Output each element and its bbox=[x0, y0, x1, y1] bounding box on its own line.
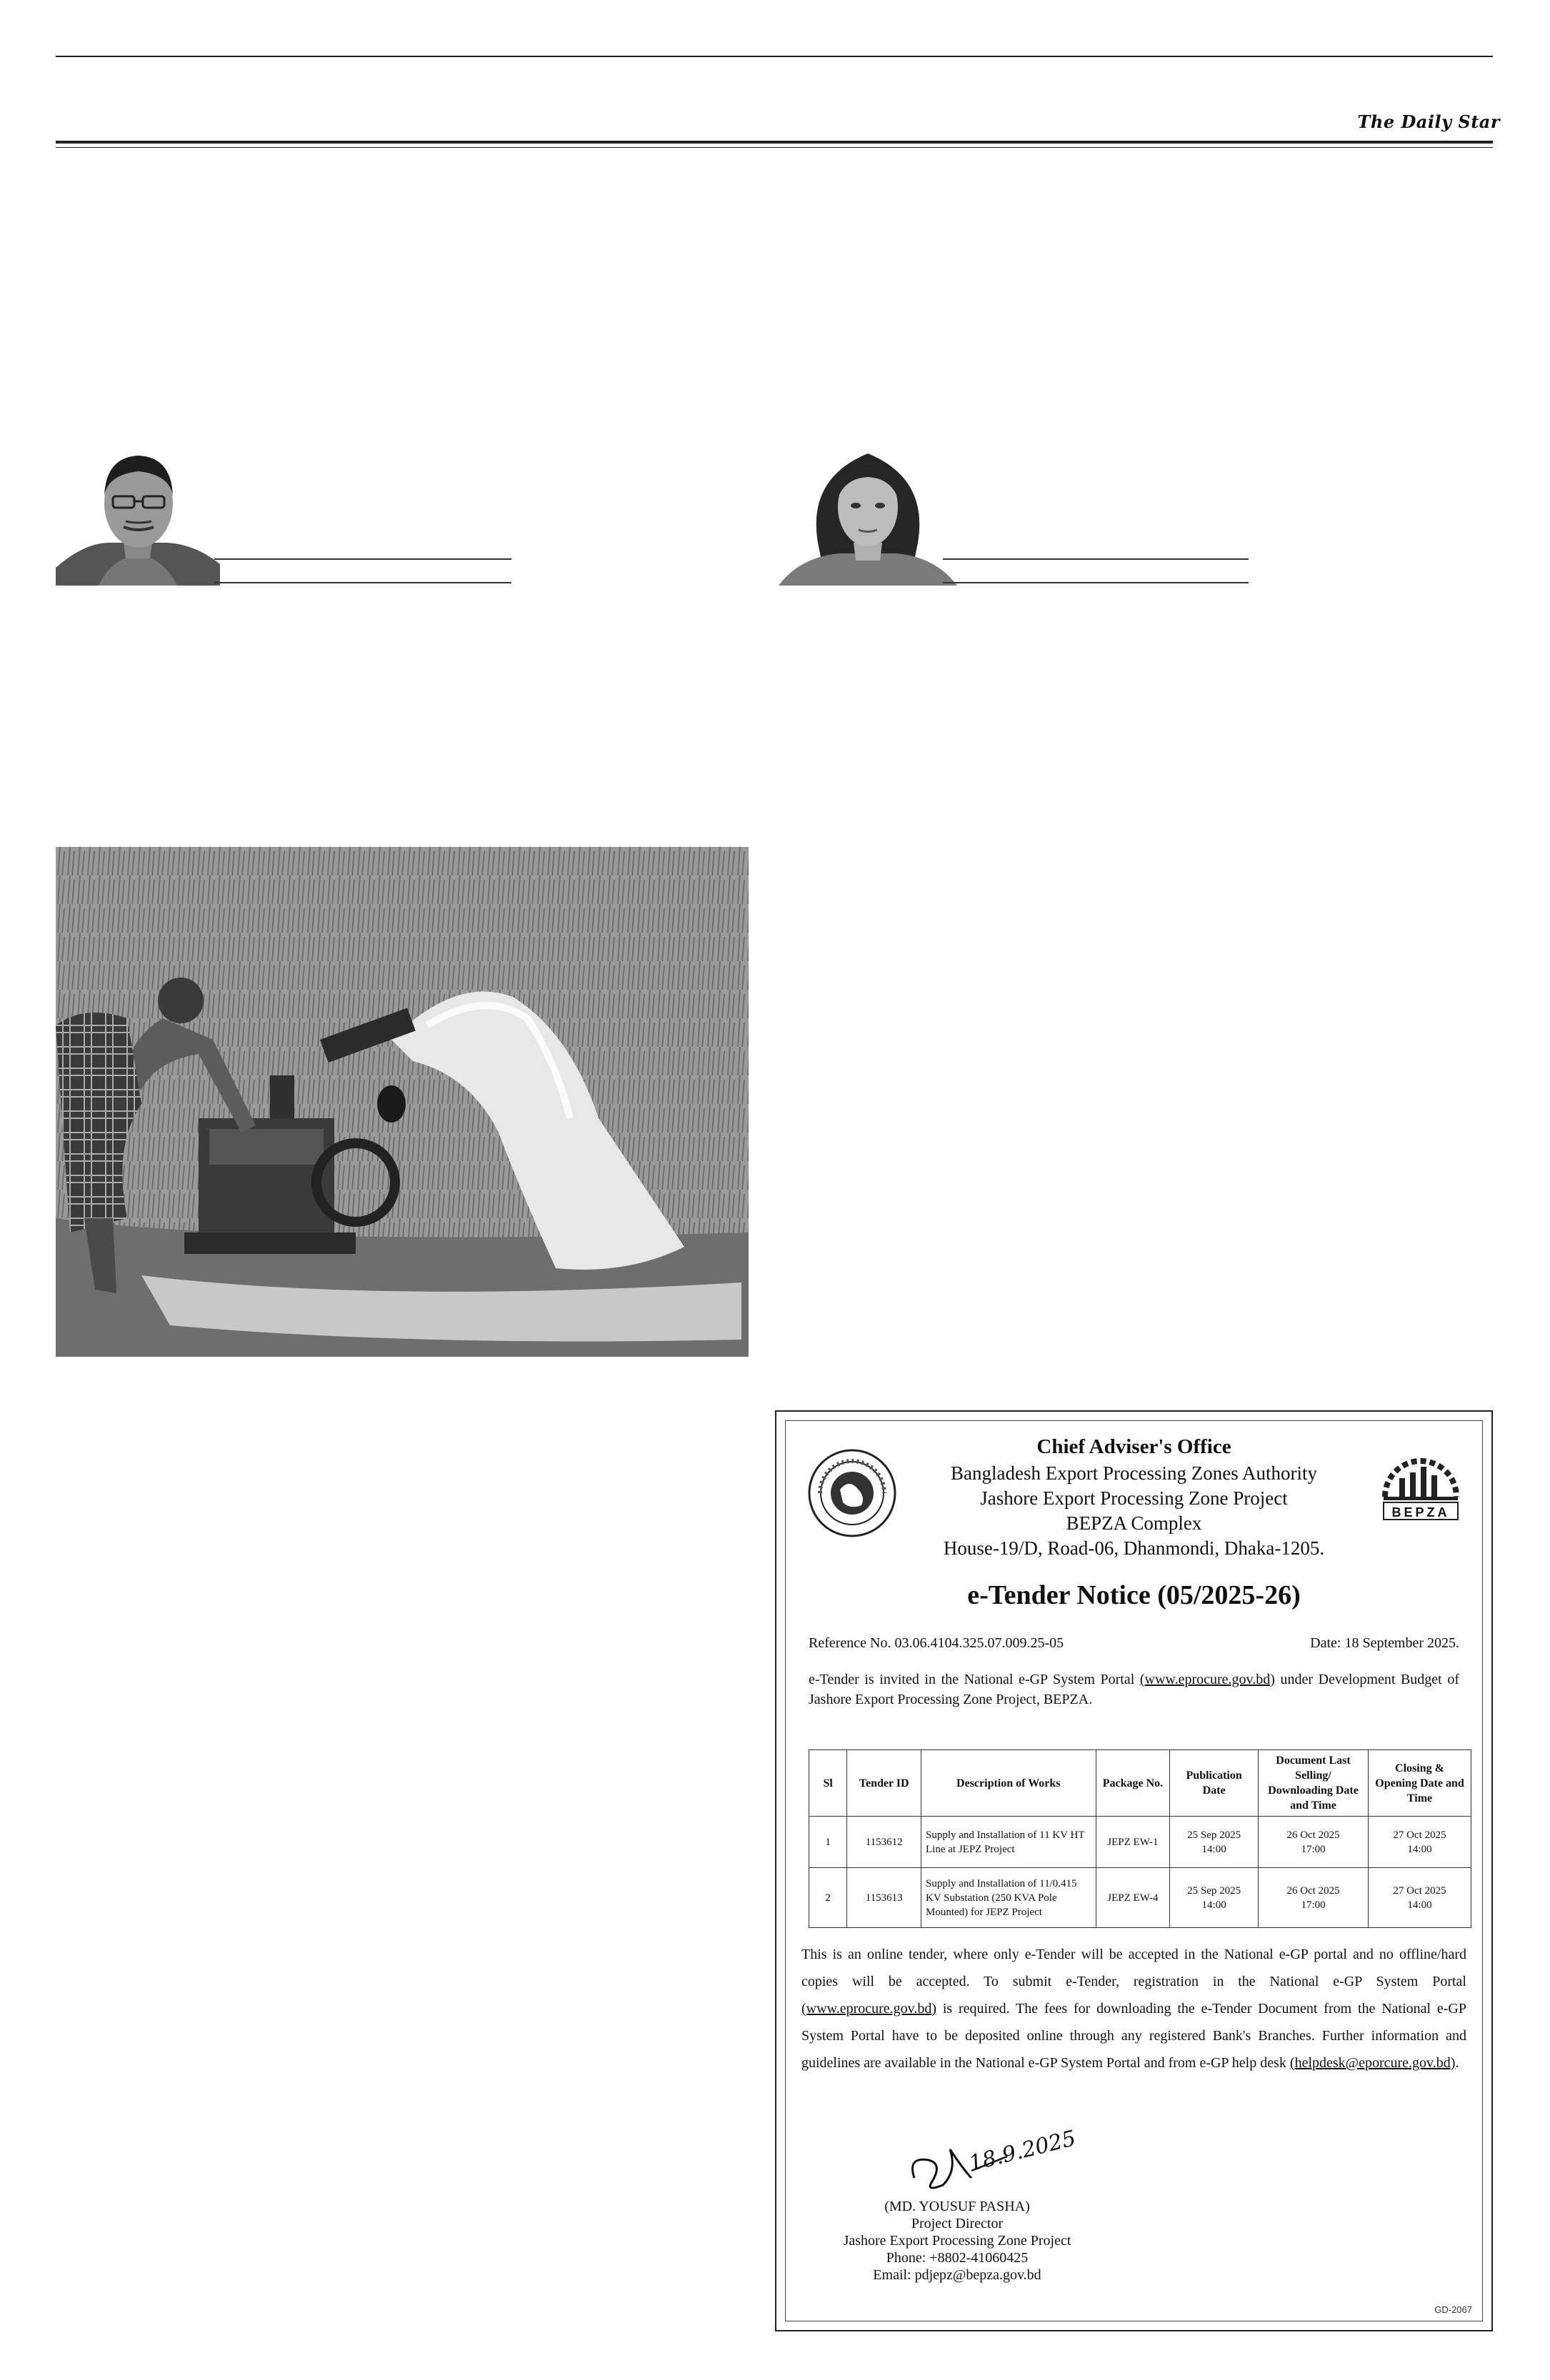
signatory-email: Email: pdjepz@bepza.gov.bd bbox=[873, 2267, 1041, 2283]
row-sl: 2 bbox=[809, 1868, 847, 1928]
table-row bbox=[809, 1868, 1471, 1928]
author-photo-man bbox=[56, 436, 220, 586]
author-1-rule-bottom bbox=[214, 582, 511, 583]
row-last-selling bbox=[1259, 1817, 1369, 1868]
author-photo-woman bbox=[779, 436, 957, 586]
author-1-rule-top bbox=[214, 558, 511, 560]
tender-table-header-row bbox=[809, 1750, 1471, 1817]
row-publication-date: 25 Sep 2025 bbox=[1187, 1829, 1241, 1841]
notice-project: Jashore Export Processing Zone Project bbox=[980, 1487, 1288, 1509]
header-package: Package No. bbox=[1096, 1750, 1170, 1817]
row-package: JEPZ EW-1 bbox=[1096, 1817, 1170, 1868]
header-publication-date: Publication Date bbox=[1170, 1750, 1259, 1817]
header-sl: Sl bbox=[809, 1750, 847, 1817]
signatory-designation: Project Director bbox=[911, 2216, 1004, 2231]
header-closing-date: Closing & Opening Date and Time bbox=[1369, 1750, 1471, 1817]
row-publication-time: 14:00 bbox=[1201, 1899, 1226, 1911]
notice-body bbox=[801, 1941, 1466, 2077]
notice-code: GD-2067 bbox=[1434, 2304, 1472, 2315]
row-sl: 1 bbox=[809, 1817, 847, 1868]
row-closing bbox=[1369, 1817, 1471, 1868]
notice-inner-border bbox=[785, 1420, 1483, 2321]
masthead-logo: The Daily Star bbox=[1357, 111, 1500, 132]
row-tender-id: 1153613 bbox=[847, 1868, 921, 1928]
table-row bbox=[809, 1817, 1471, 1868]
notice-title: e-Tender Notice (05/2025-26) bbox=[967, 1580, 1301, 1610]
row-closing bbox=[1369, 1868, 1471, 1928]
eprocure-link-2[interactable]: (www.eprocure.gov.bd) bbox=[801, 2001, 937, 2017]
row-last-selling bbox=[1259, 1868, 1369, 1928]
helpdesk-link[interactable]: (helpdesk@eporcure.gov.bd) bbox=[1289, 2055, 1456, 2071]
notice-authority: Bangladesh Export Processing Zones Authority bbox=[951, 1462, 1317, 1484]
row-publication bbox=[1170, 1868, 1259, 1928]
intro-text-2: under Development Budget of Jashore Export Processing Zone Project, BEPZA. bbox=[809, 1672, 1459, 1707]
row-last-date: 26 Oct 2025 bbox=[1286, 1829, 1340, 1841]
author-2-rule-top bbox=[943, 558, 1249, 560]
signature-date: 18.9.2025 bbox=[966, 2126, 1079, 2176]
notice-complex: BEPZA Complex bbox=[1066, 1512, 1202, 1534]
row-close-date: 27 Oct 2025 bbox=[1393, 1829, 1446, 1841]
signatory-project: Jashore Export Processing Zone Project bbox=[843, 2233, 1071, 2249]
notice-reference: Reference No. 03.06.4104.325.07.009.25-05 bbox=[809, 1635, 1064, 1651]
row-publication bbox=[1170, 1817, 1259, 1868]
eprocure-link[interactable]: (www.eprocure.gov.bd) bbox=[1139, 1672, 1275, 1687]
author-2-rule-bottom bbox=[943, 582, 1249, 583]
row-close-date: 27 Oct 2025 bbox=[1393, 1884, 1446, 1897]
masthead-rule-thin bbox=[56, 147, 1493, 148]
photo-scene bbox=[56, 847, 749, 1357]
notice-address: House-19/D, Road-06, Dhanmondi, Dhaka-1205. bbox=[943, 1537, 1325, 1559]
tender-notice bbox=[775, 1410, 1493, 2331]
row-last-date: 26 Oct 2025 bbox=[1286, 1884, 1340, 1897]
row-description: Supply and Installation of 11/0.415 KV Substation (250 KVA Pole Mounted) for JEPZ Project bbox=[921, 1868, 1096, 1928]
header-document-last-date: Document Last Selling/ Downloading Date and Time bbox=[1259, 1750, 1369, 1817]
row-close-time: 14:00 bbox=[1407, 1843, 1432, 1855]
row-tender-id: 1153612 bbox=[847, 1817, 921, 1868]
author-portrait-2 bbox=[779, 436, 957, 586]
irrigation-pump-photo bbox=[56, 847, 749, 1357]
header-description: Description of Works bbox=[921, 1750, 1096, 1817]
top-rule bbox=[56, 56, 1493, 57]
author-portrait-1 bbox=[56, 436, 220, 586]
intro-text-1: e-Tender is invited in the National e-GP System Portal bbox=[809, 1672, 1140, 1687]
body-text-1: This is an online tender, where only e-Tender will be accepted in the National e-GP portal and no offline/hard copies will be accepted. To submit e-Tender, registration in the National e-GP System Portal bbox=[801, 1947, 1466, 1989]
row-last-time: 17:00 bbox=[1301, 1843, 1326, 1855]
body-text-2: is required. The fees for downloading the e-Tender Document from the National e-GP System Portal have to be deposited online through any registered Bank's Branches. Further information and guidelines are available in the National e-GP System Portal and from e-GP help desk bbox=[801, 2001, 1466, 2071]
notice-date: Date: 18 September 2025. bbox=[1310, 1635, 1459, 1651]
signatory-name: (MD. YOUSUF PASHA) bbox=[884, 2199, 1030, 2214]
row-description: Supply and Installation of 11 KV HT Line at JEPZ Project bbox=[921, 1817, 1096, 1868]
signatory-block bbox=[807, 2198, 1107, 2284]
tender-table bbox=[809, 1749, 1471, 1928]
notice-office: Chief Adviser's Office bbox=[1036, 1435, 1231, 1458]
row-publication-time: 14:00 bbox=[1201, 1843, 1226, 1855]
row-package: JEPZ EW-4 bbox=[1096, 1868, 1170, 1928]
signatory-phone: Phone: +8802-41060425 bbox=[886, 2250, 1029, 2266]
header-tender-id: Tender ID bbox=[847, 1750, 921, 1817]
notice-intro bbox=[809, 1669, 1459, 1709]
row-close-time: 14:00 bbox=[1407, 1899, 1432, 1911]
row-publication-date: 25 Sep 2025 bbox=[1187, 1884, 1241, 1897]
bepza-logo-text: BEPZA bbox=[1391, 1505, 1450, 1520]
masthead-rule-thick bbox=[56, 141, 1493, 144]
body-text-3: . bbox=[1455, 2055, 1459, 2071]
row-last-time: 17:00 bbox=[1301, 1899, 1326, 1911]
